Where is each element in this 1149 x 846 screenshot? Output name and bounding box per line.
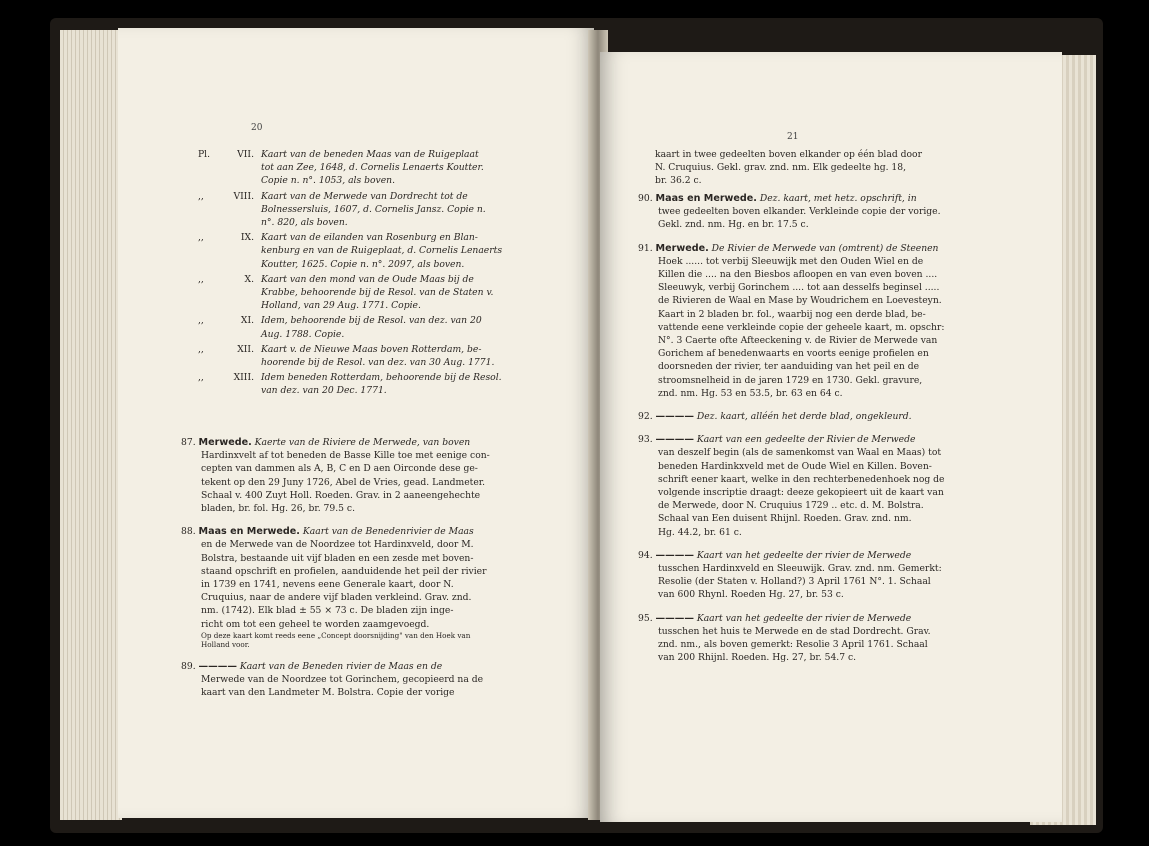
entry-line: cepten van dammen als A, B, C en D aen Oirconde dese ge-	[201, 463, 478, 475]
plate-prefix: ,,	[198, 190, 204, 202]
page-number-right: 21	[787, 132, 799, 142]
entry-line: Kaart van het gedeelte der rivier de Merwede	[696, 549, 912, 561]
catalog-entry	[181, 660, 571, 700]
plates-list	[198, 148, 566, 400]
entry-line: Hg. 44.2, br. 61 c.	[658, 526, 742, 538]
entry-line: tekent op den 29 Juny 1726, Abel de Vries, gead. Landmeter.	[201, 476, 486, 488]
entry-line: de Rivieren de Waal en Mase by Woudrichem en Loevesteyn.	[658, 295, 942, 307]
entry-line: Kaart van de Benedenrivier de Maas	[302, 526, 474, 538]
entry-line: Kaerte van de Riviere de Merwede, van boven	[254, 437, 471, 448]
plate-line: Holland, van 29 Aug. 1771. Copie.	[261, 300, 421, 312]
entry-line: doorsneden der rivier, ter aanduiding van het peil en de	[658, 361, 920, 373]
catalog-entry	[638, 192, 1028, 232]
entry-number: 91.	[638, 242, 653, 254]
entry-line: staand opschrift en profielen, aanduidende het peil der rivier	[201, 565, 487, 577]
plate-text	[261, 343, 566, 369]
plate-text	[261, 371, 566, 397]
entry-first-line	[638, 612, 1028, 625]
plate-row	[198, 148, 566, 188]
entry-line: Schaal van Een duisent Rhijnl. Roeden. Grav. znd. nm.	[658, 513, 912, 525]
plate-line: Kaart van de Merwede van Dordrecht tot de	[261, 190, 468, 202]
entry-line: tusschen Hardinxveld en Sleeuwijk. Grav. znd. nm. Gemerkt:	[658, 563, 942, 575]
entry-line: de Merwede, door N. Cruquius 1729 .. etc. d. M. Bolstra.	[658, 500, 924, 512]
entry-line: N°. 3 Caerte ofte Afteeckening v. de Rivier de Merwede van	[658, 335, 938, 347]
plate-text	[261, 190, 566, 230]
continuation-line: br. 36.2 c.	[655, 175, 702, 187]
entry-line: volgende inscriptie draagt: deeze gekopieert uit de kaart van	[658, 487, 944, 499]
entry-line: Hoek ...... tot verbij Sleeuwijk met den Ouden Wiel en de	[658, 255, 924, 267]
entry-line: Hardinxvelt af tot beneden de Basse Kille toe met eenige con-	[201, 450, 490, 462]
entry-line: Kaart van een gedeelte der Rivier de Merwede	[696, 434, 916, 446]
plate-line: Copie n. n°. 1053, als boven.	[261, 175, 395, 187]
plate-row	[198, 273, 566, 313]
entry-line: twee gedeelten boven elkander. Verkleinde copie der vorige.	[658, 206, 941, 218]
plate-row	[198, 371, 566, 397]
entry-line: en de Merwede van de Noordzee tot Hardinxveld, door M.	[201, 539, 474, 551]
entry-number: 95.	[638, 612, 653, 624]
entry-number: 94.	[638, 549, 653, 561]
catalog-entry	[181, 436, 571, 515]
entry-heading: Merwede.	[198, 437, 252, 448]
plate-number: IX.	[240, 232, 254, 244]
plate-line: Koutter, 1625. Copie n. n°. 2097, als boven.	[261, 258, 465, 270]
plate-row	[198, 231, 566, 271]
continuation-line: kaart in twee gedeelten boven elkander op één blad door	[655, 149, 922, 160]
plate-number: X.	[244, 273, 254, 285]
plate-prefix: ,,	[198, 232, 204, 244]
entry-heading: ————	[198, 660, 237, 672]
plate-prefix: ,,	[198, 372, 204, 384]
plate-text	[261, 148, 566, 188]
entry-line: kaart van den Landmeter M. Bolstra. Copie der vorige	[201, 687, 455, 699]
plate-line: Bolnessersluis, 1607, d. Cornelis Jansz. Copie n.	[261, 203, 486, 215]
catalog-entry	[638, 242, 1028, 400]
catalog-entry	[638, 433, 1028, 539]
plate-prefix: ,,	[198, 315, 204, 327]
plate-number: XII.	[237, 343, 254, 355]
entry-number: 90.	[638, 193, 653, 204]
continuation-line: N. Cruquius. Gekl. grav. znd. nm. Elk gedeelte hg. 18,	[655, 162, 907, 174]
entry-line: van 600 Rhynl. Roeden Hg. 27, br. 53 c.	[658, 589, 844, 601]
plate-prefix: ,,	[198, 273, 204, 285]
plate-line: Krabbe, behoorende bij de Resol. van de Staten v.	[261, 287, 494, 299]
entry-heading: ————	[655, 549, 694, 561]
plate-number: XI.	[240, 315, 254, 327]
entry-line: Merwede van de Noordzee tot Gorinchem, gecopieerd na de	[201, 674, 484, 686]
entry-line: Gorichem af benedenwaarts en voorts eenige profielen en	[658, 348, 929, 360]
entry-number: 88.	[181, 526, 196, 538]
plate-row	[198, 190, 566, 230]
entry-number: 89.	[181, 660, 196, 672]
right-continuation	[655, 148, 1025, 188]
plate-row	[198, 314, 566, 340]
entry-line: bladen, br. fol. Hg. 26, br. 79.5 c.	[201, 503, 356, 515]
entry-line: Bolstra, bestaande uit vijf bladen en een zesde met boven-	[201, 552, 474, 564]
plate-number: XIII.	[233, 372, 254, 384]
page-edges-left	[60, 30, 122, 820]
entry-number: 87.	[181, 437, 196, 448]
page-number-left: 20	[251, 123, 263, 133]
entry-line: Sleeuwyk, verbij Gorinchem .... tot aan desselfs beginsel .....	[658, 282, 940, 294]
entry-line: znd. nm. Hg. 53 en 53.5, br. 63 en 64 c.	[658, 387, 843, 399]
plate-line: hoorende bij de Resol. van dez. van 30 Aug. 1771.	[261, 357, 495, 369]
entry-first-line	[638, 433, 1028, 446]
entry-first-line	[638, 549, 1028, 562]
plate-row	[198, 343, 566, 369]
entry-heading: ————	[655, 434, 694, 446]
entry-line: Kaart van de Beneden rivier de Maas en de	[239, 660, 443, 672]
entry-number: 93.	[638, 434, 653, 446]
plate-text	[261, 273, 566, 313]
entry-line: van 200 Rhijnl. Roeden. Hg. 27, br. 54.7 c.	[658, 652, 857, 664]
plate-line: Kaart van den mond van de Oude Maas bij de	[261, 273, 474, 285]
left-page	[118, 28, 594, 818]
entry-line: nm. (1742). Elk blad ± 55 × 73 c. De bladen zijn inge-	[201, 605, 454, 617]
entry-line: beneden Hardinkxveld met de Oude Wiel en Killen. Boven-	[658, 460, 932, 472]
plate-line: Kaart v. de Nieuwe Maas boven Rotterdam, be-	[261, 343, 482, 355]
entry-heading: ————	[655, 411, 694, 423]
entry-line: tusschen het huis te Merwede en de stad Dordrecht. Grav.	[658, 625, 931, 637]
entry-first-line	[638, 192, 1028, 205]
entry-line: Resolie (der Staten v. Holland?) 3 April 1761 N°. 1. Schaal	[658, 576, 931, 588]
plate-line: van dez. van 20 Dec. 1771.	[261, 385, 387, 397]
entry-line: in 1739 en 1741, nevens eene Generale kaart, door N.	[201, 579, 454, 591]
plate-number: VII.	[237, 149, 254, 160]
entry-line: Schaal v. 400 Zuyt Holl. Roeden. Grav. in 2 aaneengehechte	[201, 489, 481, 501]
left-entries	[181, 436, 571, 709]
catalog-entry	[638, 410, 1028, 423]
plate-prefix: Pl.	[198, 149, 211, 160]
entry-line: Kaart in 2 bladen br. fol., waarbij nog een derde blad, be-	[658, 308, 926, 320]
entry-heading: Maas en Merwede.	[198, 526, 300, 538]
catalog-entry	[638, 549, 1028, 602]
entry-line: De Rivier de Merwede van (omtrent) de Steenen	[711, 242, 939, 254]
entry-heading: Maas en Merwede.	[655, 193, 757, 204]
catalog-entry	[181, 525, 571, 650]
entry-line: Cruquius, naar de andere vijf bladen verkleind. Grav. znd.	[201, 592, 472, 604]
right-entries	[638, 192, 1028, 675]
plate-prefix: ,,	[198, 343, 204, 355]
entry-heading: Merwede.	[655, 242, 709, 254]
plate-line: Idem beneden Rotterdam, behoorende bij de Resol.	[261, 372, 502, 384]
entry-heading: ————	[655, 612, 694, 624]
plate-text	[261, 231, 566, 271]
plate-line: Kaart van de eilanden van Rosenburg en Blan-	[261, 232, 478, 244]
entry-line: Gekl. znd. nm. Hg. en br. 17.5 c.	[658, 219, 809, 231]
entry-line: van deszelf begin (als de samenkomst van Waal en Maas) tot	[658, 447, 942, 459]
entry-line: znd. nm., als boven gemerkt: Resolie 3 April 1761. Schaal	[658, 639, 928, 651]
plate-line: Kaart van de beneden Maas van de Ruigeplaat	[261, 149, 479, 160]
plate-number: VIII.	[233, 190, 254, 202]
plate-line: Aug. 1788. Copie.	[261, 328, 345, 340]
plate-line: Idem, behoorende bij de Resol. van dez. van 20	[261, 315, 482, 327]
plate-line: tot aan Zee, 1648, d. Cornelis Lenaerts Koutter.	[261, 162, 484, 174]
entry-line: stroomsnelheid in de jaren 1729 en 1730. Gekl. gravure,	[658, 374, 923, 386]
entry-line: Dez. kaart, alléén het derde blad, ongekleurd.	[696, 411, 912, 423]
entry-first-line	[638, 242, 1028, 255]
entry-first-line	[181, 525, 571, 538]
entry-line: Killen die .... na den Biesbos afloopen en van even boven ....	[658, 269, 938, 281]
right-page	[600, 52, 1062, 822]
entry-first-line	[181, 436, 571, 449]
entry-line: richt om tot een geheel te worden zaamgevoegd.	[201, 618, 430, 630]
plate-text	[261, 314, 566, 340]
plate-line: kenburg en van de Ruigeplaat, d. Cornelis Lenaerts	[261, 245, 503, 257]
entry-line: Kaart van het gedeelte der rivier de Merwede	[696, 612, 912, 624]
entry-line: vattende eene verkleinde copie der geheele kaart, m. opschr:	[658, 321, 945, 333]
entry-first-line	[638, 410, 1028, 423]
entry-line: schrift eener kaart, welke in den rechterbenedenhoek nog de	[658, 473, 945, 485]
entry-first-line	[181, 660, 571, 673]
catalog-entry	[638, 612, 1028, 665]
entry-line: Dez. kaart, met hetz. opschrift, in	[759, 193, 917, 204]
entry-number: 92.	[638, 411, 653, 423]
entry-note: Holland voor.	[201, 640, 250, 650]
plate-line: n°. 820, als boven.	[261, 217, 348, 229]
entry-note: Op deze kaart komt reeds eene „Concept doorsnijding" van den Hoek van	[201, 630, 471, 640]
